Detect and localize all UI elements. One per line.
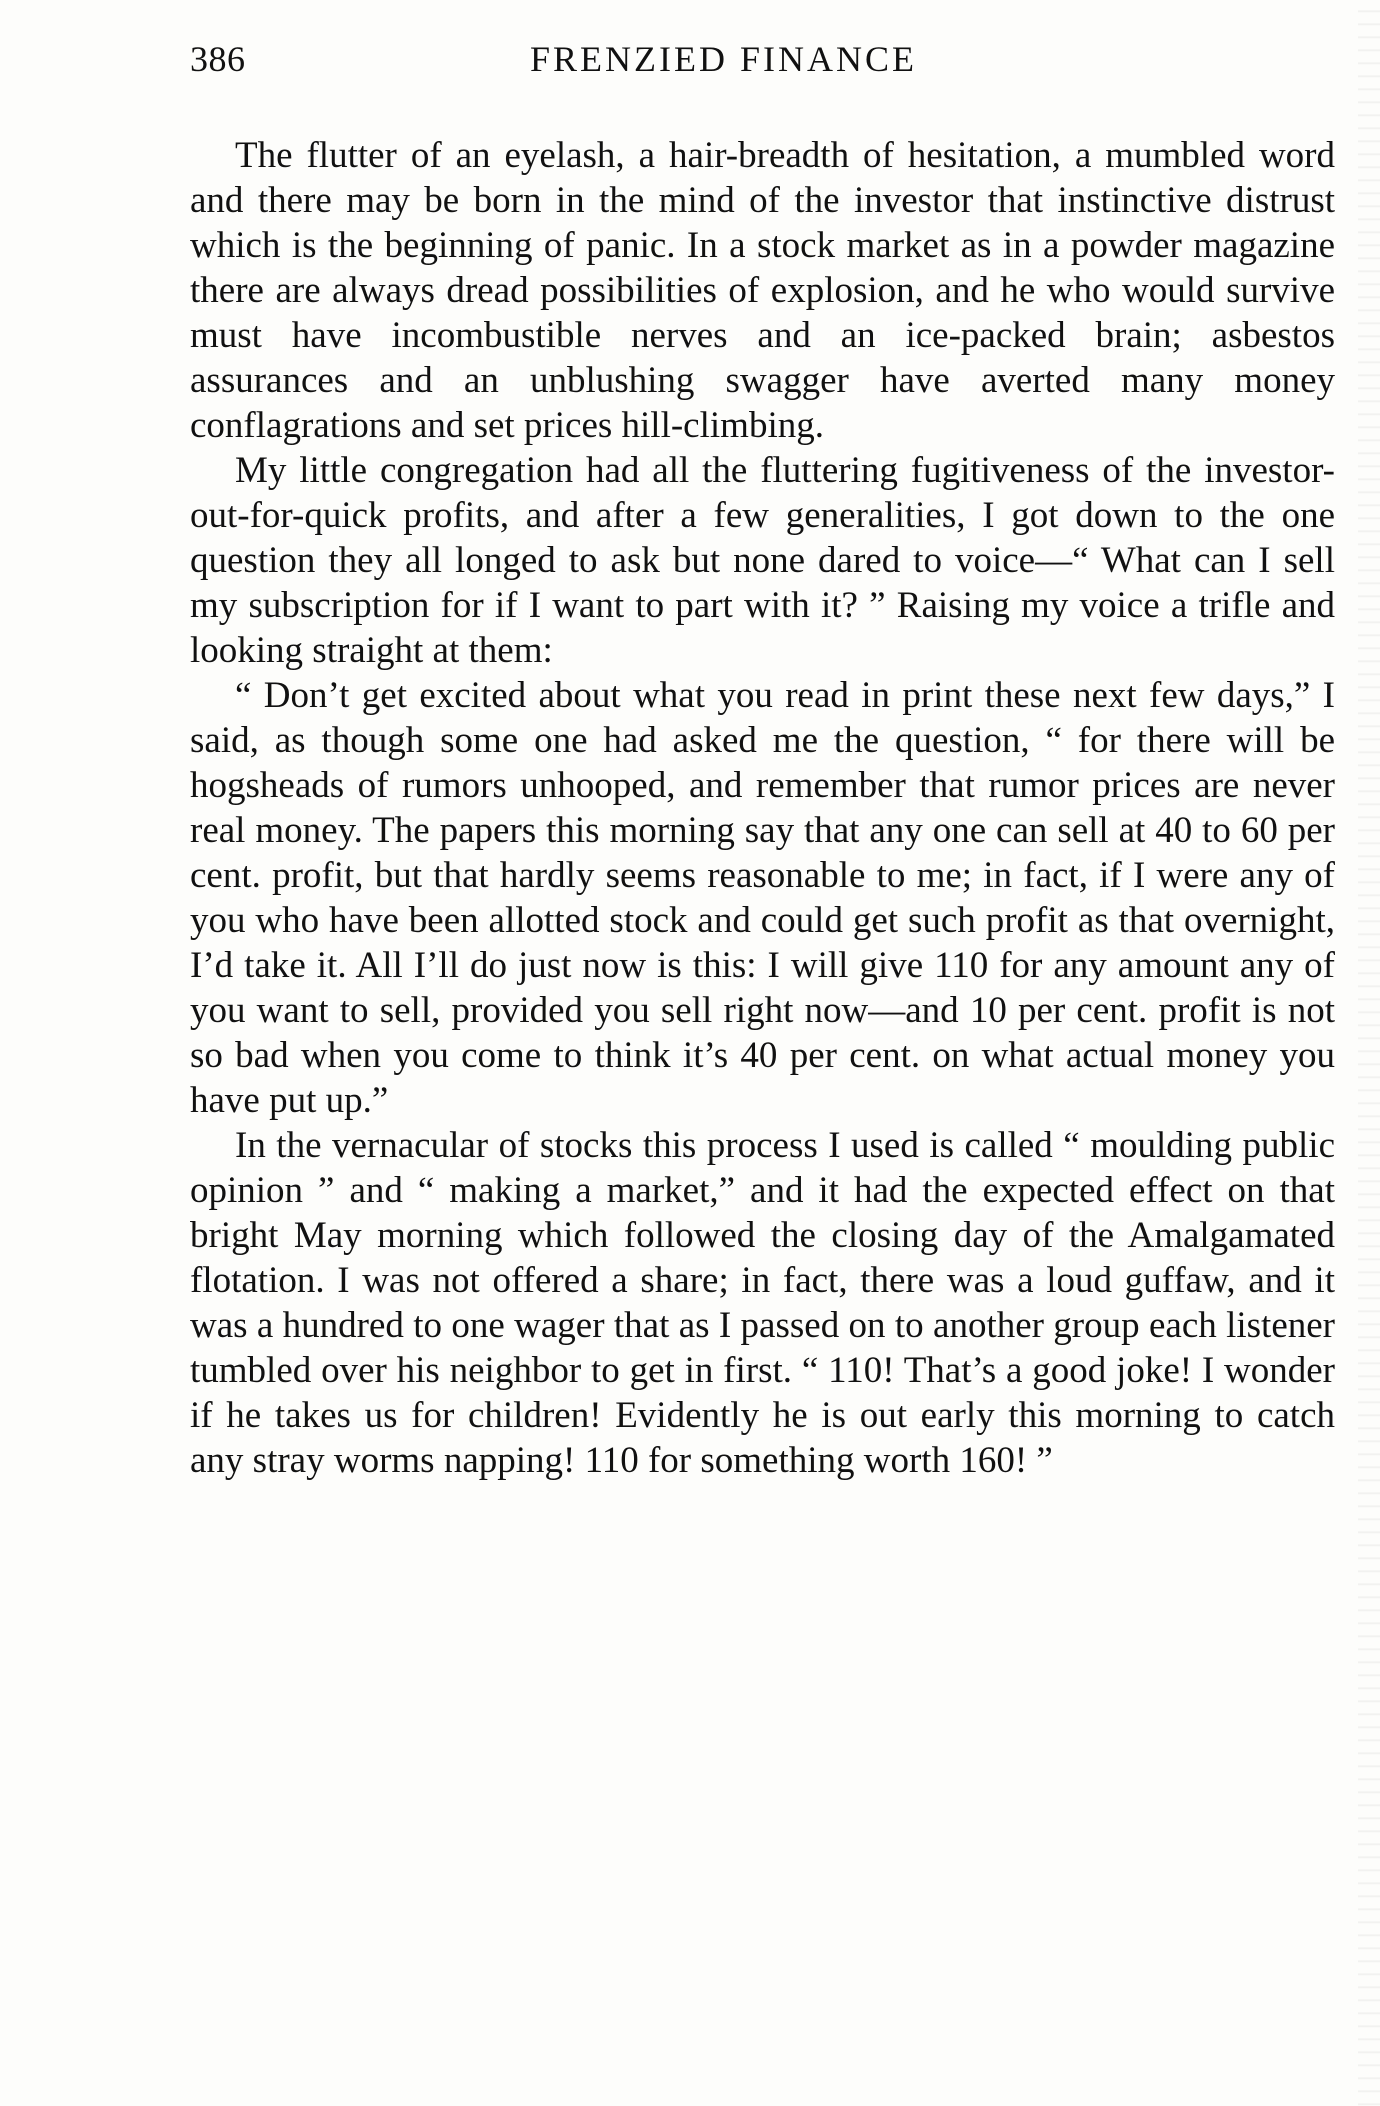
paragraph: In the vernacular of stocks this process I used is called “ moulding public opinion ” and “ making a market,” and it had the expected effect on that bright May morning which followed the closing day of the Amalgamated flotation. I was not offered a share; in fact, there was a loud guffaw, and it was a hundred to one wager that as I passed on to another group each listener tumbled over his neighbor to get in first. “ 110! That’s a good joke! I wonder if he takes us for children! Evidently he is out early this morning to catch any stray worms napping! 110 for something worth 160! ” bbox=[190, 1125, 1335, 1481]
page-number: 386 bbox=[190, 39, 246, 79]
paragraph: “ Don’t get excited about what you read in print these next few days,” I said, as though some one had asked me the question, “ for there will be hogsheads of rumors unhooped, and remember that rumor prices are never real money. The papers this morning say that any one can sell at 40 to 60 per cent. profit, but that hardly seems reasonable to me; in fact, if I were any of you who have been allotted stock and could get such profit as that overnight, I’d take it. All I’ll do just now is this: I will give 110 for any amount any of you want to sell, provided you sell right now—and 10 per cent. profit is not so bad when you come to think it’s 40 per cent. on what actual money you have put up.” bbox=[190, 675, 1335, 1121]
paragraph: The flutter of an eyelash, a hair-breadth of hesitation, a mumbled word and there may be born in the mind of the investor that instinctive distrust which is the beginning of panic. In a stock market as in a powder magazine there are always dread possibilities of explosion, and he who would survive must have incombustible nerves and an ice-packed brain; asbestos assurances and an unblushing swagger have averted many money conflagrations and set prices hill-climbing. bbox=[190, 135, 1335, 446]
page-header bbox=[190, 38, 1340, 96]
body-text bbox=[190, 133, 1335, 1483]
running-head: FRENZIED FINANCE bbox=[530, 39, 917, 79]
page-edge bbox=[1358, 0, 1380, 2106]
paragraph: My little congregation had all the fluttering fugitiveness of the investor-out-for-quick profits, and after a few generalities, I got down to the one question they all longed to ask but none dared to voice—“ What can I sell my subscription for if I want to part with it? ” Raising my voice a trifle and looking straight at them: bbox=[190, 450, 1335, 671]
